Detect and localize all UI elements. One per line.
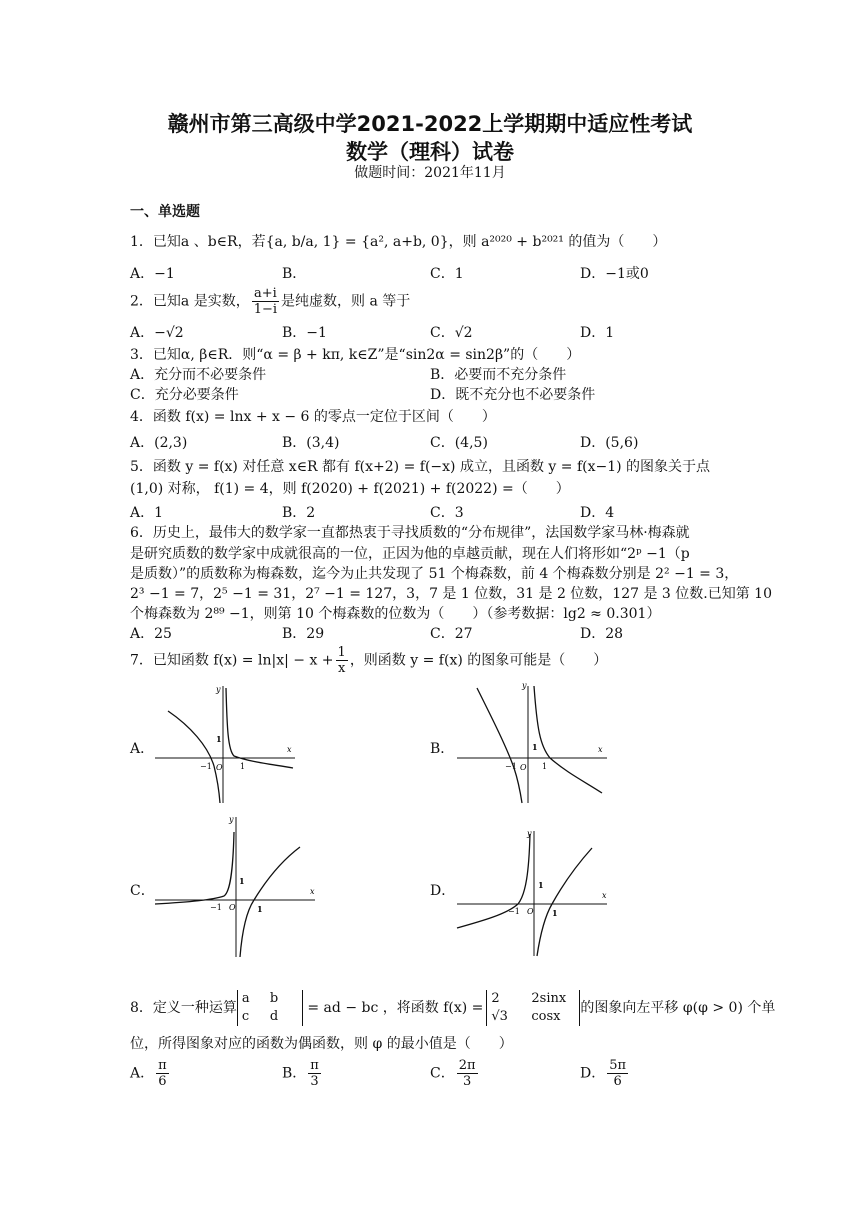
y-axis-label: y — [522, 681, 527, 690]
tick-neg-label: −1 — [505, 762, 517, 771]
q4-option-d: D．(5,6) — [580, 435, 639, 451]
q5-option-d: D．4 — [580, 505, 615, 521]
tick-pos-label: 1 — [552, 908, 558, 918]
curve-left — [168, 711, 220, 803]
q2-denominator: 1−i — [253, 302, 278, 317]
q5-option-c: C．3 — [430, 505, 464, 521]
tick-pos-label: 1 — [542, 762, 548, 771]
det1-d: d — [269, 1009, 279, 1024]
q1-option-d: D．−1或0 — [580, 266, 649, 282]
denominator: 3 — [462, 1074, 472, 1089]
tick-y-label: 1 — [532, 742, 538, 752]
curve-left — [477, 688, 522, 803]
tick-y-label: 1 — [239, 876, 245, 886]
q3-stem: 3．已知α, β∈R．则“α = β + kπ, k∈Z”是“sin2α = sin2β”的（ ） — [130, 347, 581, 363]
origin-label: O — [520, 763, 527, 772]
q8-option-b — [282, 1058, 323, 1089]
q7-graph-b — [452, 678, 612, 808]
q1-option-b: B． — [282, 266, 307, 282]
q8-option-d-frac — [607, 1058, 628, 1089]
q7-option-b: B． — [430, 741, 455, 757]
exam-time: 做题时间：2021年11月 — [354, 165, 506, 181]
page-title: 赣州市第三高级中学2021-2022上学期期中适应性考试 — [167, 112, 693, 136]
q5-stem-line1: 5．函数 y = f(x) 对任意 x∈R 都有 f(x+2) = f(−x) 成立，且函数 y = f(x−1) 的图象关于点 — [130, 459, 711, 475]
q2-option-c: C．√2 — [430, 325, 473, 341]
q8-determinant-1 — [237, 990, 303, 1026]
q5-option-a: A．1 — [130, 505, 164, 521]
q1-option-c: C．1 — [430, 266, 464, 282]
q7-graph-a — [150, 678, 300, 808]
numerator: π — [310, 1058, 319, 1073]
q1-option-a: A．−1 — [130, 266, 175, 282]
section-heading: 一、单选题 — [130, 204, 200, 220]
numerator: π — [158, 1058, 167, 1073]
q8-option-c-frac — [457, 1058, 478, 1089]
q7-fraction — [336, 645, 348, 676]
origin-label: O — [229, 903, 236, 912]
q2-option-b: B．−1 — [282, 325, 327, 341]
curve-right — [534, 686, 602, 793]
numerator: 2π — [458, 1058, 476, 1073]
det1-a: a — [241, 991, 250, 1006]
tick-pos-label: 1 — [240, 762, 246, 771]
q8-option-a-frac — [156, 1058, 169, 1089]
q8-stem-line2: 位，所得图象对应的函数为偶函数，则 φ 的最小值是（ ） — [130, 1036, 513, 1052]
q8-stem — [130, 990, 775, 1026]
tick-pos-label: 1 — [257, 904, 263, 914]
det1-c: c — [241, 1009, 250, 1024]
curve-right — [537, 848, 592, 956]
q2-fraction — [252, 286, 279, 317]
q4-stem: 4．函数 f(x) = lnx + x − 6 的零点一定位于区间（ ） — [130, 409, 496, 425]
q6-stem-line5: 个梅森数为 2⁸⁹ −1，则第 10 个梅森数的位数为（ ）（参考数据：lg2 ≈ 0.301） — [130, 606, 661, 622]
q2-numerator: a+i — [252, 286, 279, 302]
x-axis-label: x — [598, 745, 603, 754]
y-axis-label: y — [527, 829, 532, 838]
q2-stem-post: 是纯虚数，则 a 等于 — [281, 293, 411, 310]
q2-stem-pre: 2．已知a 是实数， — [130, 293, 250, 310]
denominator: 3 — [310, 1074, 319, 1089]
q7-denominator: x — [338, 661, 346, 676]
y-axis-label: y — [216, 685, 221, 694]
x-axis-label: x — [602, 891, 607, 900]
q2-stem — [130, 286, 410, 317]
q4-option-c: C．(4,5) — [430, 435, 488, 451]
q7-option-d: D． — [430, 883, 456, 899]
curve-right — [240, 847, 300, 957]
curve-right — [226, 688, 293, 768]
q3-option-a: A．充分而不必要条件 — [130, 367, 267, 383]
q6-option-d: D．28 — [580, 626, 624, 642]
q7-option-a: A． — [130, 741, 155, 757]
det2-d: cosx — [531, 1009, 561, 1024]
q8-option-c — [430, 1058, 480, 1089]
q3-option-d: D．既不充分也不必要条件 — [430, 387, 596, 403]
q8-option-d-label: D． — [580, 1065, 606, 1082]
q7-stem-post: ，则函数 y = f(x) 的图象可能是（ ） — [349, 652, 608, 669]
q8-stem-mid: = ad − bc ，将函数 f(x) = — [307, 1000, 484, 1016]
q6-stem-line2: 是研究质数的数学家中成就很高的一位，正因为他的卓越贡献，现在人们将形如“2ᵖ −1（p — [130, 546, 690, 562]
det2-c: √3 — [491, 1009, 508, 1024]
q5-stem-line2: (1,0) 对称， f(1) = 4，则 f(2020) + f(2021) + f(2022) =（ ） — [130, 481, 570, 497]
q3-option-c: C．充分必要条件 — [130, 387, 239, 403]
q7-graph-d — [452, 826, 612, 961]
det1-b: b — [269, 991, 279, 1006]
origin-label: O — [527, 907, 534, 916]
q2-option-a: A．−√2 — [130, 325, 184, 341]
q6-option-a: A．25 — [130, 626, 172, 642]
det2-a: 2 — [491, 991, 500, 1006]
q7-graph-c — [150, 812, 320, 962]
tick-neg-label: −1 — [200, 762, 212, 771]
x-axis-label: x — [310, 887, 315, 896]
q6-option-c: C．27 — [430, 626, 473, 642]
q8-stem-pre: 8．定义一种运算 — [130, 1000, 237, 1016]
tick-y-label: 1 — [538, 880, 544, 890]
curve-left — [155, 832, 234, 904]
q8-stem-post: 的图象向左平移 φ(φ > 0) 个单 — [580, 1000, 776, 1016]
tick-neg-label: −1 — [210, 903, 222, 912]
x-axis-label: x — [287, 745, 292, 754]
tick-neg-label: −1 — [508, 907, 520, 916]
q6-stem-line3: 是质数）”的质数称为梅森数，迄今为止共发现了 51 个梅森数，前 4 个梅森数分别是 2² −1 = 3， — [130, 566, 739, 582]
origin-label: O — [216, 763, 223, 772]
q5-option-b: B．2 — [282, 505, 316, 521]
q8-option-c-label: C． — [430, 1065, 455, 1082]
q7-option-c: C． — [130, 883, 155, 899]
page-subtitle: 数学（理科）试卷 — [346, 140, 514, 164]
q6-option-b: B．29 — [282, 626, 325, 642]
q8-option-b-label: B． — [282, 1065, 307, 1082]
numerator: 5π — [609, 1058, 627, 1073]
q6-stem-line1: 6．历史上，最伟大的数学家一直都热衷于寻找质数的“分布规律”，法国数学家马林·梅森就 — [130, 525, 690, 541]
det2-b: 2sinx — [531, 991, 567, 1006]
q4-option-a: A．(2,3) — [130, 435, 188, 451]
tick-y-label: 1 — [216, 734, 222, 744]
q8-determinant-2 — [486, 990, 580, 1026]
y-axis-label: y — [229, 815, 234, 824]
q6-stem-line4: 2³ −1 = 7，2⁵ −1 = 31，2⁷ −1 = 127，3，7 是 1 位数，31 是 2 位数，127 是 3 位数.已知第 10 — [130, 586, 772, 602]
q7-stem — [130, 645, 607, 676]
q4-option-b: B．(3,4) — [282, 435, 340, 451]
q7-numerator: 1 — [337, 645, 346, 660]
q8-option-d — [580, 1058, 630, 1089]
q2-option-d: D．1 — [580, 325, 615, 341]
q7-stem-pre: 7．已知函数 f(x) = ln|x| − x + — [130, 652, 334, 669]
denominator: 6 — [158, 1074, 167, 1089]
q8-option-a-label: A． — [130, 1065, 155, 1082]
q3-option-b: B．必要而不充分条件 — [430, 367, 567, 383]
denominator: 6 — [613, 1074, 622, 1089]
q8-option-a — [130, 1058, 171, 1089]
q1-stem: 1．已知a 、b∈R，若{a, b/a, 1} = {a², a+b, 0}，则 a²⁰²⁰ + b²⁰²¹ 的值为（ ） — [130, 234, 667, 250]
q8-option-b-frac — [308, 1058, 321, 1089]
